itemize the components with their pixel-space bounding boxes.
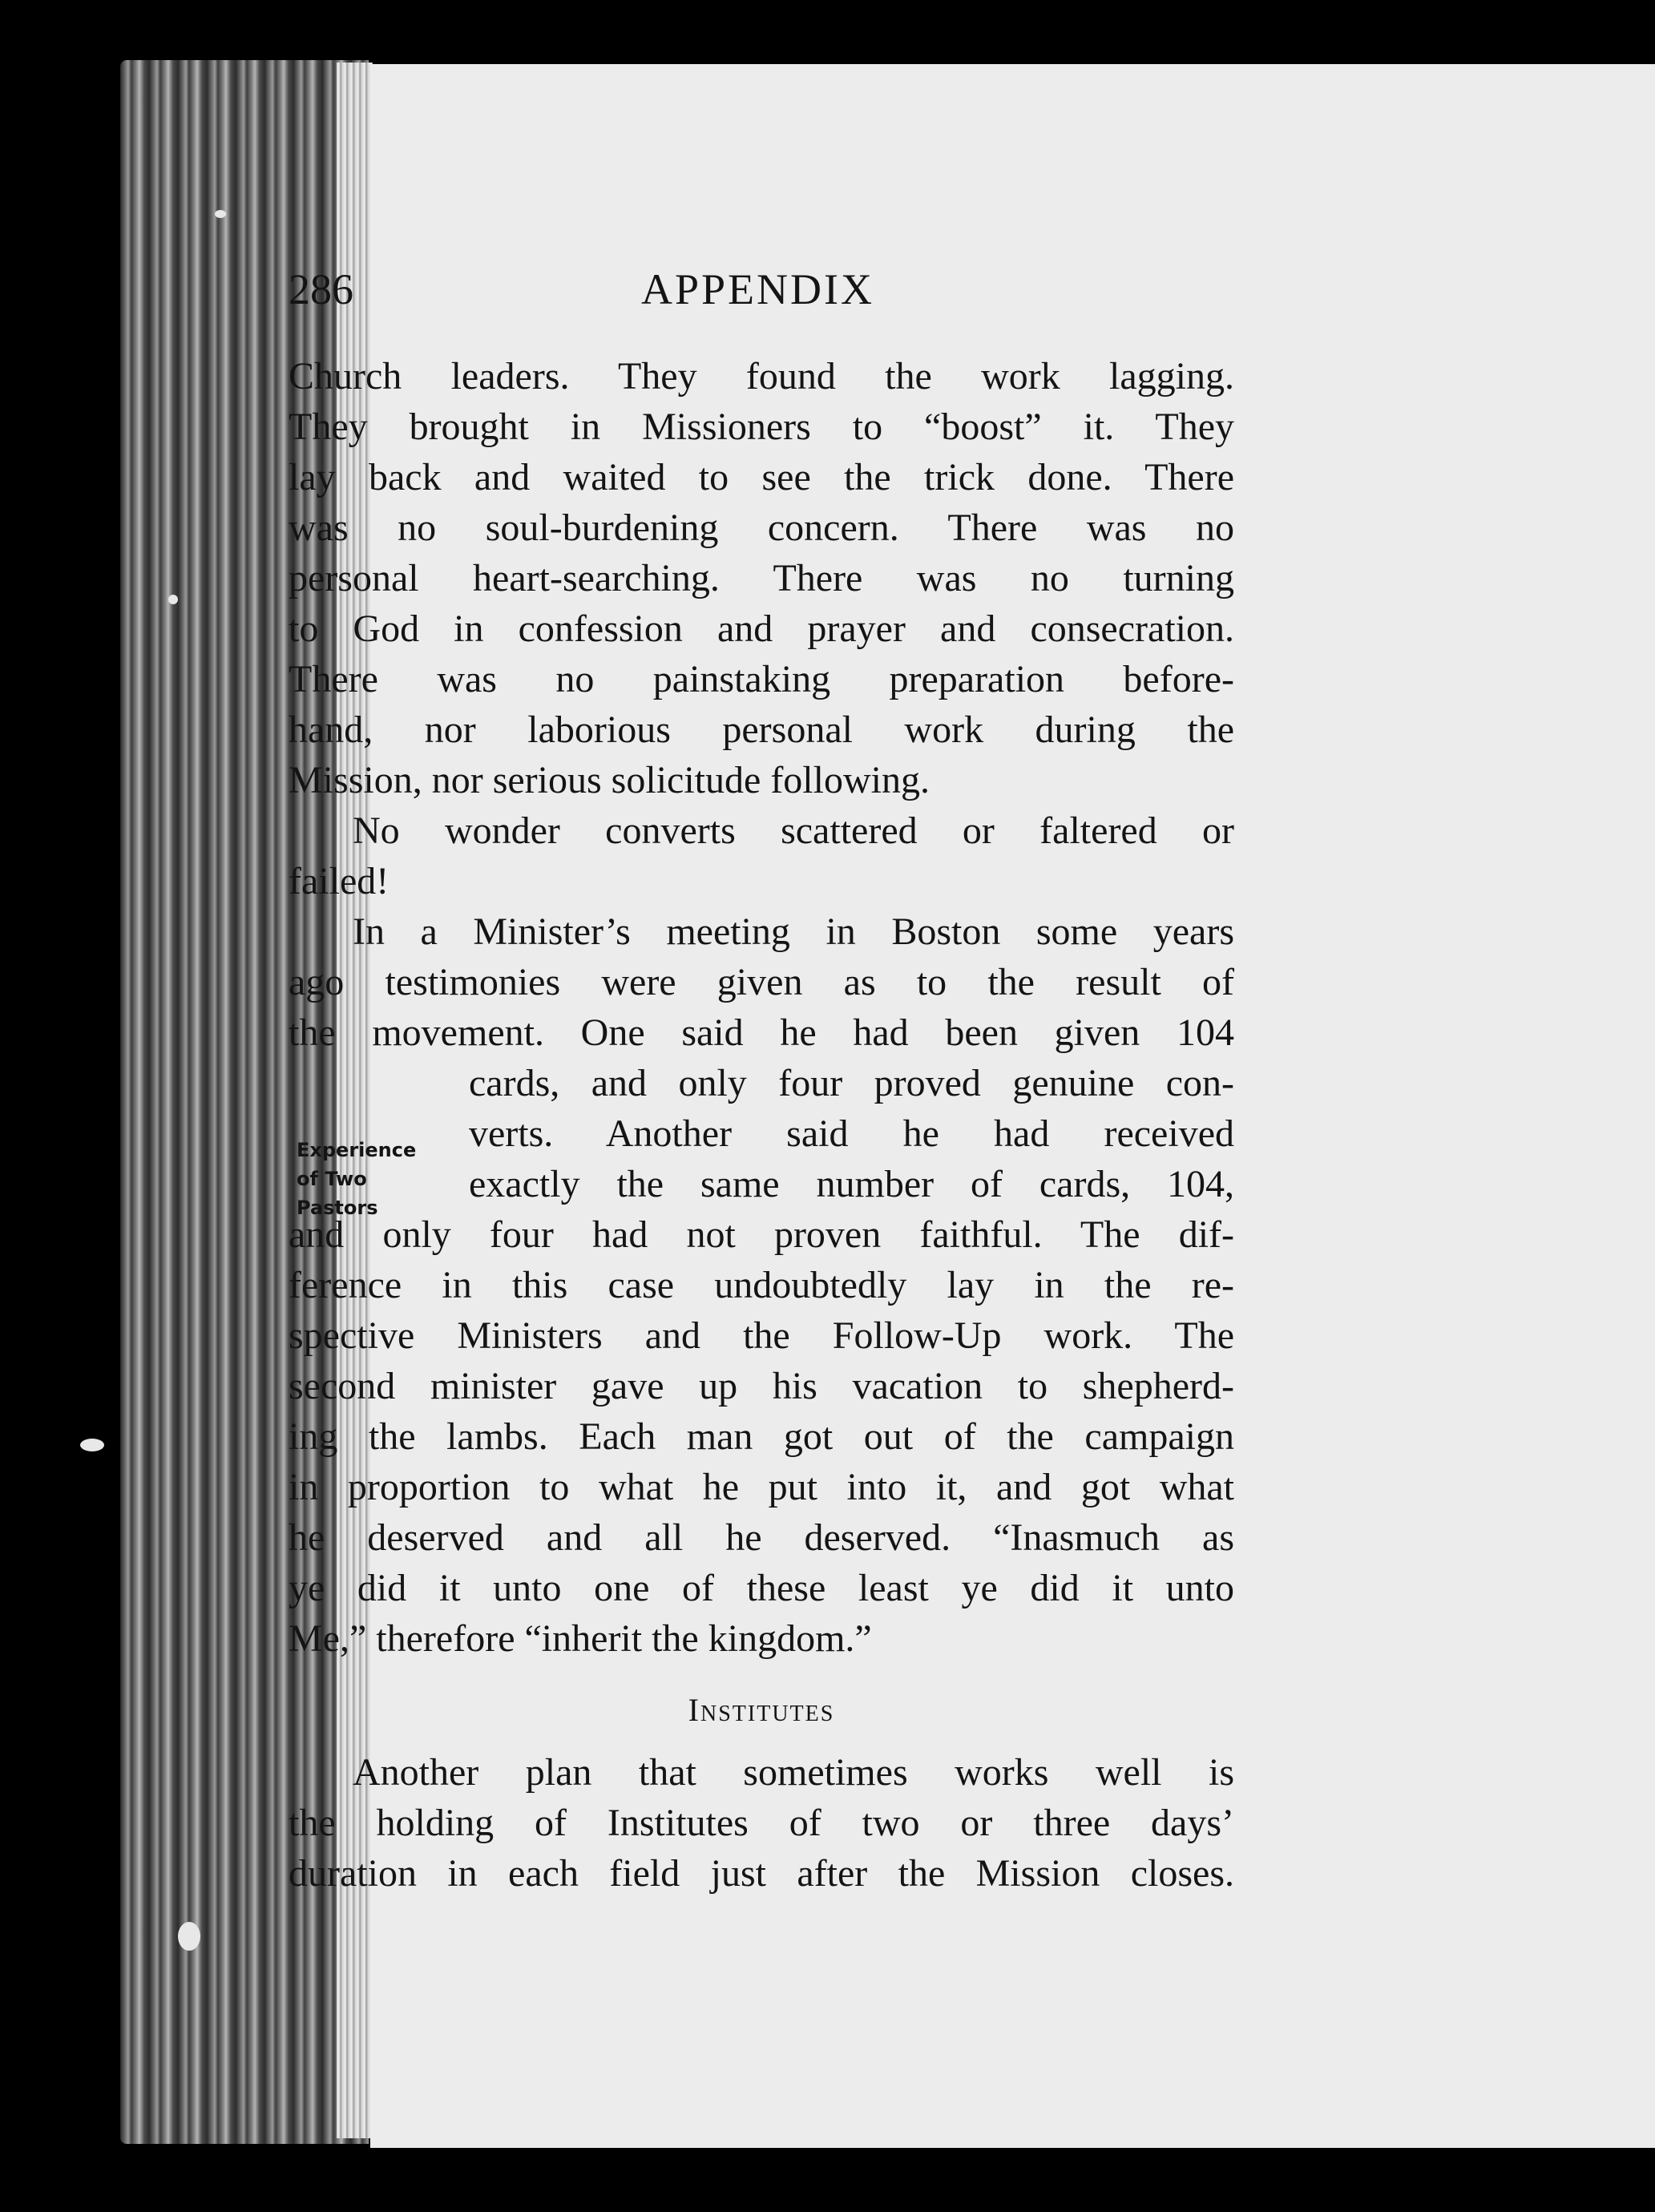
text-line: second minister gave up his vacation to shepherd- <box>289 1365 1234 1407</box>
margin-note-line: Pastors <box>297 1197 378 1219</box>
text-line: verts. Another said he had received <box>469 1112 1234 1155</box>
scan-speck <box>215 210 226 218</box>
text-line: cards, and only four proved genuine con- <box>469 1062 1234 1104</box>
text-line: ing the lambs. Each man got out of the campaign <box>289 1415 1234 1458</box>
section-heading: Institutes <box>688 1692 835 1728</box>
text-line: exactly the same number of cards, 104, <box>469 1163 1234 1205</box>
running-head: APPENDIX <box>641 265 875 313</box>
text-line: In a Minister’s meeting in Boston some years <box>353 910 1234 953</box>
text-line: ye did it unto one of these least ye did it unto <box>289 1567 1234 1609</box>
text-line: ference in this case undoubtedly lay in the re- <box>289 1264 1234 1306</box>
text-line: was no soul-burdening concern. There was no <box>289 507 1234 549</box>
margin-note <box>297 1136 416 1222</box>
paragraph <box>289 351 1234 805</box>
page-header <box>289 264 1619 313</box>
body-text <box>289 351 1234 1664</box>
scan-speck <box>168 595 178 604</box>
text-line: failed! <box>289 860 390 902</box>
scan-speck <box>80 1439 104 1451</box>
text-line: the movement. One said he had been given 104 <box>289 1011 1234 1054</box>
text-line: hand, nor laborious personal work during the <box>289 708 1234 751</box>
text-line: duration in each field just after the Mission closes. <box>289 1852 1234 1895</box>
text-line: Another plan that sometimes works well is <box>353 1751 1234 1794</box>
text-line: the holding of Institutes of two or three days’ <box>289 1802 1234 1844</box>
text-line: spective Ministers and the Follow-Up work. The <box>289 1314 1234 1357</box>
text-line: Church leaders. They found the work lagging. <box>289 355 1234 398</box>
margin-note-line: Experience <box>297 1139 417 1161</box>
text-line: ago testimonies were given as to the result of <box>289 961 1234 1003</box>
section-text <box>289 1747 1234 1899</box>
text-line: in proportion to what he put into it, and got what <box>289 1466 1234 1508</box>
text-line: Me,” therefore “inherit the kingdom.” <box>289 1617 872 1660</box>
text-line: he deserved and all he deserved. “Inasmuch as <box>289 1516 1234 1559</box>
text-line: to God in confession and prayer and consecration. <box>289 607 1234 650</box>
scan-speck <box>178 1922 200 1951</box>
text-line: They brought in Missioners to “boost” it. They <box>289 406 1234 448</box>
text-line: Mission, nor serious solicitude following. <box>289 759 930 801</box>
margin-note-line: of Two <box>297 1168 367 1190</box>
page-number: 286 <box>289 265 353 313</box>
paragraph <box>289 805 1234 906</box>
text-line: No wonder converts scattered or faltered or <box>353 809 1234 852</box>
text-line: lay back and waited to see the trick done. There <box>289 456 1234 499</box>
text-line: and only four had not proven faithful. The dif- <box>289 1213 1234 1256</box>
paragraph <box>289 906 1234 1664</box>
page-content <box>289 200 1651 2124</box>
text-line: personal heart-searching. There was no turning <box>289 557 1234 599</box>
text-line: There was no painstaking preparation before- <box>289 658 1234 700</box>
